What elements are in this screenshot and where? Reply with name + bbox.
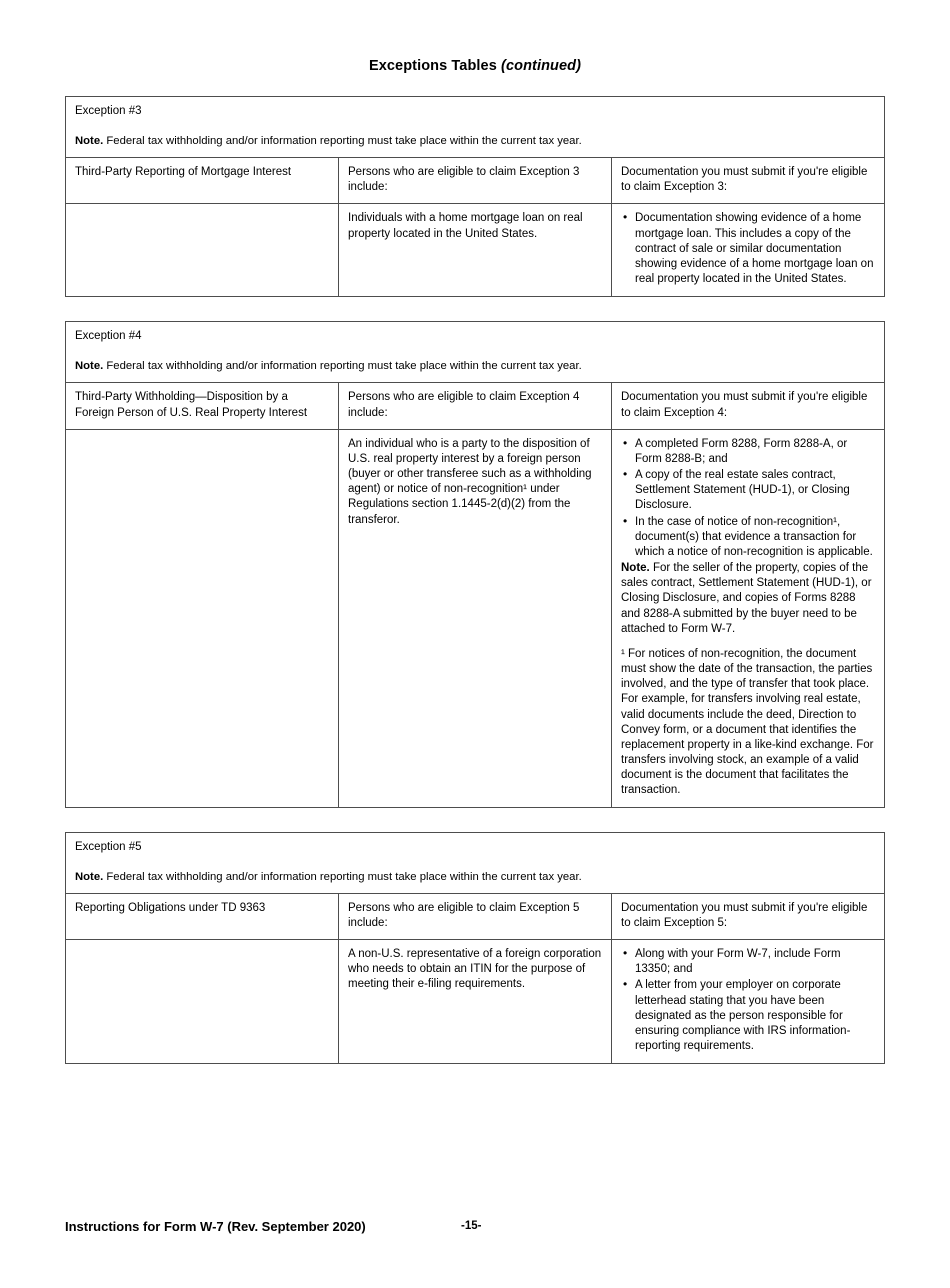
exception-note bbox=[66, 863, 885, 893]
exception-heading: Exception #4 bbox=[66, 322, 885, 353]
footer-title: Instructions for Form W-7 (Rev. September 2020) bbox=[65, 1219, 366, 1234]
documentation-bullets bbox=[621, 437, 875, 560]
documentation-cell bbox=[612, 429, 885, 807]
persons-text: A non-U.S. representative of a foreign corporation who needs to obtain an ITIN for the purpose of meeting their e-filing requirements. bbox=[339, 940, 612, 1064]
footer-page-number: -15- bbox=[461, 1220, 482, 1232]
note-label: Note. bbox=[75, 360, 104, 373]
exception-category: Reporting Obligations under TD 9363 bbox=[66, 893, 339, 939]
note-text: Federal tax withholding and/or information reporting must take place within the current tax year. bbox=[103, 870, 582, 883]
page-footer bbox=[65, 1218, 885, 1236]
table-row bbox=[66, 127, 885, 157]
exception-note bbox=[66, 127, 885, 157]
exception-4-block bbox=[65, 321, 885, 807]
note-label: Note. bbox=[75, 135, 104, 148]
note-label: Note. bbox=[75, 870, 104, 883]
persons-text: Individuals with a home mortgage loan on real property located in the United States. bbox=[339, 204, 612, 297]
table-row bbox=[66, 863, 885, 893]
persons-column-header: Persons who are eligible to claim Exception 5 include: bbox=[339, 893, 612, 939]
page-title-main: Exceptions Tables bbox=[368, 58, 502, 74]
documentation-footnote: ¹ For notices of non-recognition, the document must show the date of the transaction, the parties involved, and the type of transfer that took place. For example, for transfers involving real estate, valid documents include the deed, Direction to Convey form, or a document that identifies the replacement property in a like-kind exchange. For transfers involving stock, an example of a valid document is the document that facilitates the transaction. bbox=[621, 647, 874, 797]
exception-category: Third-Party Withholding—Disposition by a Foreign Person of U.S. Real Property Interest bbox=[66, 383, 339, 429]
table-row bbox=[66, 940, 885, 1064]
exception-heading: Exception #3 bbox=[66, 97, 885, 128]
table-row bbox=[66, 204, 885, 297]
table-row bbox=[66, 97, 885, 128]
exception-note bbox=[66, 352, 885, 382]
documentation-note bbox=[621, 561, 875, 637]
documentation-column-header: Documentation you must submit if you're eligible to claim Exception 5: bbox=[612, 893, 885, 939]
list-item: • A completed Form 8288, Form 8288-A, or Form 8288-B; and bbox=[621, 437, 875, 467]
exception-heading: Exception #5 bbox=[66, 832, 885, 863]
documentation-bullets bbox=[621, 947, 875, 1054]
exception-3-block bbox=[65, 96, 885, 297]
exception-4-table bbox=[65, 321, 885, 807]
table-row bbox=[66, 322, 885, 353]
note-text: Federal tax withholding and/or information reporting must take place within the current tax year. bbox=[103, 360, 582, 373]
exception-5-table bbox=[65, 832, 885, 1065]
document-page bbox=[0, 58, 950, 1288]
documentation-bullets bbox=[621, 211, 875, 287]
list-item: • In the case of notice of non-recognition¹, document(s) that evidence a transaction for which a notice of non-recognition is applicable. bbox=[621, 515, 875, 561]
list-item: • Along with your Form W-7, include Form 13350; and bbox=[621, 947, 875, 977]
page-title bbox=[65, 58, 885, 74]
table-row bbox=[66, 893, 885, 939]
exception-5-block bbox=[65, 832, 885, 1065]
category-spacer bbox=[66, 940, 339, 1064]
page-title-continued: (continued) bbox=[501, 58, 582, 74]
note-text: Federal tax withholding and/or information reporting must take place within the current tax year. bbox=[103, 135, 582, 148]
doc-note-text: For the seller of the property, copies of the sales contract, Settlement Statement (HUD-1), or Closing Disclosure, and copies of Forms 8288 and 8288-A submitted by the buyer need to be attached to Form W-7. bbox=[621, 562, 872, 635]
documentation-cell bbox=[612, 204, 885, 297]
table-row bbox=[66, 158, 885, 204]
table-row bbox=[66, 429, 885, 807]
persons-text: An individual who is a party to the disposition of U.S. real property interest by a foreign person (buyer or other transferee such as a withholding agent) or notice of non-recognition¹ under Regulations section 1.1445-2(d)(2) from the transferor. bbox=[339, 429, 612, 807]
category-spacer bbox=[66, 429, 339, 807]
persons-column-header: Persons who are eligible to claim Exception 3 include: bbox=[339, 158, 612, 204]
documentation-cell bbox=[612, 940, 885, 1064]
table-row bbox=[66, 832, 885, 863]
category-spacer bbox=[66, 204, 339, 297]
documentation-column-header: Documentation you must submit if you're eligible to claim Exception 4: bbox=[612, 383, 885, 429]
exception-category: Third-Party Reporting of Mortgage Interest bbox=[66, 158, 339, 204]
list-item: • A copy of the real estate sales contract, Settlement Statement (HUD-1), or Closing Disclosure. bbox=[621, 468, 875, 514]
exception-3-table bbox=[65, 96, 885, 297]
table-row bbox=[66, 352, 885, 382]
documentation-column-header: Documentation you must submit if you're eligible to claim Exception 3: bbox=[612, 158, 885, 204]
persons-column-header: Persons who are eligible to claim Exception 4 include: bbox=[339, 383, 612, 429]
list-item: • Documentation showing evidence of a home mortgage loan. This includes a copy of the contract of sale or similar documentation showing evidence of a home mortgage loan on real property located in the United States. bbox=[621, 211, 875, 287]
list-item: • A letter from your employer on corporate letterhead stating that you have been designated as the person responsible for ensuring compliance with IRS information-reporting requirements. bbox=[621, 978, 875, 1054]
doc-note-label: Note. bbox=[621, 562, 650, 575]
table-row bbox=[66, 383, 885, 429]
